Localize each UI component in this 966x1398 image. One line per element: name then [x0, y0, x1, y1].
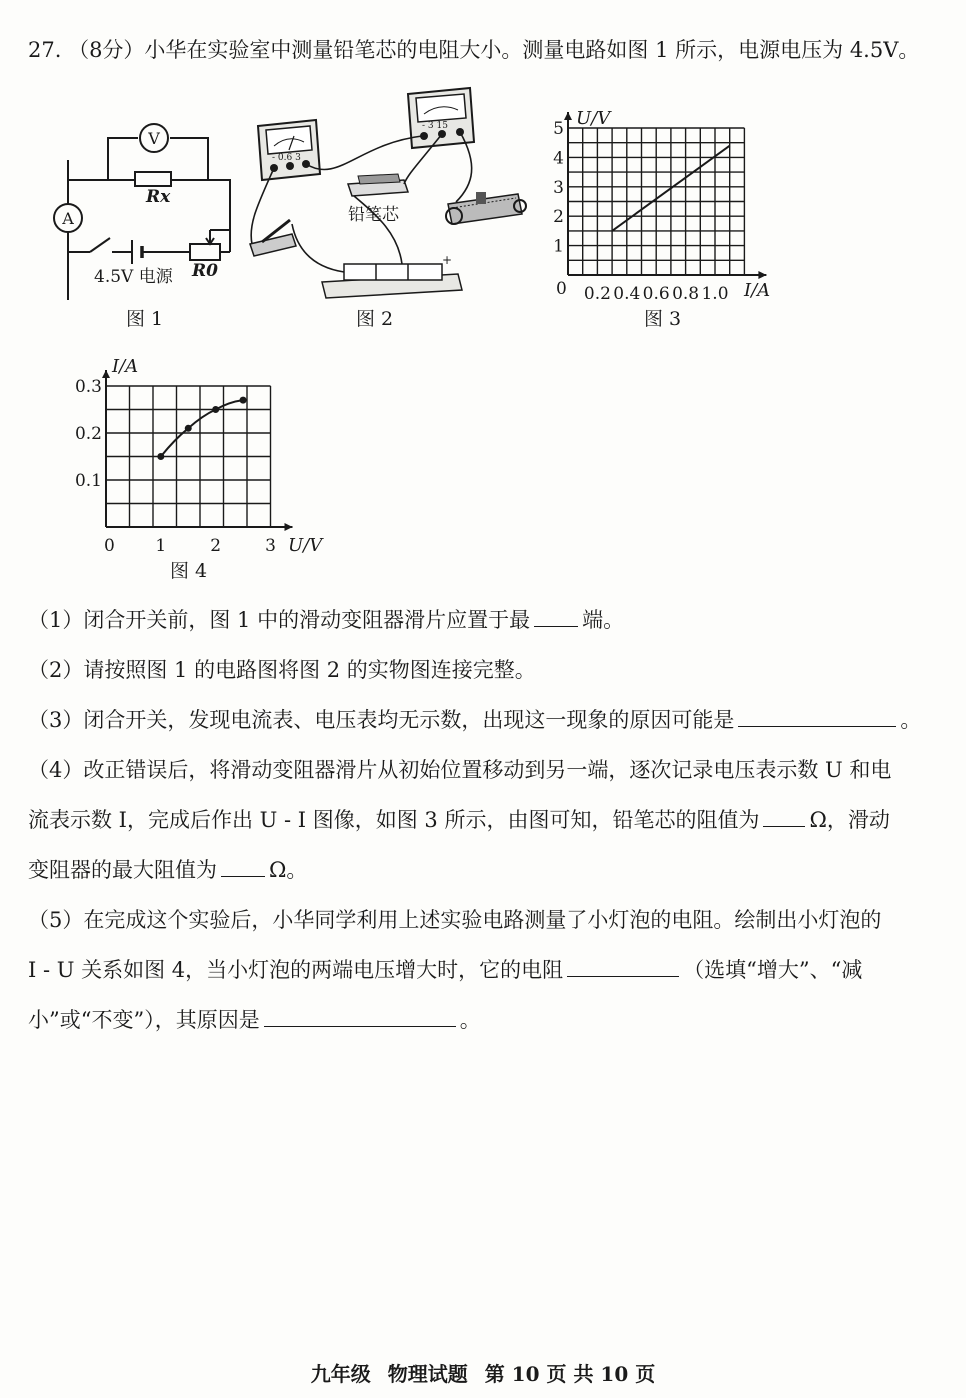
q3-answer-blank[interactable] — [738, 708, 896, 727]
question-4-line1: （4）改正错误后，将滑动变阻器滑片从初始位置移动到另一端，逐次记录电压表示数 U 和电 — [28, 758, 892, 782]
series-line — [161, 400, 243, 456]
q1-text: （1）闭合开关前，图 1 中的滑动变阻器滑片应置于最 — [28, 608, 531, 632]
q4-unit-2: Ω。 — [269, 858, 308, 882]
figure3-origin: 0 — [556, 279, 567, 299]
figure1-caption: 图 1 — [126, 308, 164, 330]
q1-answer-blank[interactable] — [534, 608, 578, 627]
question-3 — [28, 704, 921, 734]
figure3-xlabel: I/A — [744, 280, 771, 301]
q5-reason-blank[interactable] — [264, 1008, 456, 1027]
y-tick-label: 4 — [553, 148, 564, 169]
q3-suffix: 。 — [900, 708, 922, 732]
figure1-circuit — [50, 120, 250, 300]
ammeter-label: A — [62, 209, 74, 228]
question-header: 27. （8分）小华在实验室中测量铅笔芯的电阻大小。测量电路如图 1 所示，电源电压为 4.5V。 — [28, 38, 920, 62]
question-5-line1: （5）在完成这个实验后，小华同学利用上述实验电路测量了小灯泡的电阻。绘制出小灯泡的 — [28, 908, 882, 932]
data-point — [240, 397, 247, 404]
question-4-line3 — [28, 854, 307, 884]
y-tick-label: 0.3 — [74, 377, 102, 397]
x-tick-label: 1 — [155, 536, 167, 556]
question-5-line3 — [28, 1004, 481, 1034]
x-tick-label: 1.0 — [701, 284, 729, 304]
q5-options: （选填“增大”、“减 — [683, 958, 863, 982]
ammeter-device — [258, 120, 320, 180]
x-tick-label: 0.2 — [583, 284, 611, 304]
r0-label: R0 — [192, 261, 218, 281]
figure4-ylabel: I/A — [112, 356, 139, 377]
figure4-chart — [70, 356, 340, 556]
y-tick-label: 2 — [553, 207, 564, 228]
page-footer — [0, 1358, 966, 1387]
source-label: 4.5V 电源 — [94, 267, 173, 287]
q4-unit: Ω，滑动 — [809, 808, 890, 832]
rheostat-device — [446, 192, 526, 224]
voltmeter-terminals: - 3 15 — [422, 121, 448, 131]
x-axis-arrow — [758, 271, 766, 279]
question-1 — [28, 604, 624, 634]
figure3-caption: 图 3 — [644, 308, 682, 330]
y-tick-label: 5 — [553, 119, 564, 139]
x-axis-arrow — [285, 523, 293, 531]
figure4-grid — [106, 386, 271, 527]
q4-text-2: 变阻器的最大阻值为 — [28, 858, 217, 882]
data-point — [212, 406, 219, 413]
figure3-chart — [548, 100, 798, 310]
q3-text: （3）闭合开关，发现电流表、电压表均无示数，出现这一现象的原因可能是 — [28, 708, 735, 732]
switch-device — [250, 220, 296, 256]
data-point — [157, 453, 164, 460]
footer-grade: 九年级 — [310, 1362, 371, 1386]
y-axis-arrow — [102, 370, 110, 378]
voltmeter-label: V — [148, 129, 160, 148]
question-4-line2 — [28, 804, 890, 834]
x-tick-label: 0.8 — [672, 284, 700, 304]
figure4-origin: 0 — [104, 536, 115, 556]
q5-resistance-trend-blank[interactable] — [567, 958, 679, 977]
figure4-xlabel: U/V — [288, 535, 323, 556]
figure4-caption: 图 4 — [170, 560, 208, 582]
figure3-axes — [564, 112, 766, 279]
y-tick-label: 3 — [553, 177, 564, 198]
x-tick-label: 2 — [210, 536, 222, 556]
x-tick-label: 0.4 — [613, 284, 641, 304]
x-tick-label: 0.6 — [642, 284, 670, 304]
ammeter-terminals: - 0.6 3 — [272, 153, 301, 163]
footer-subject: 物理试题 — [387, 1362, 468, 1386]
figure2-caption: 图 2 — [356, 308, 394, 330]
question-2: （2）请按照图 1 的电路图将图 2 的实物图连接完整。 — [28, 658, 536, 682]
y-tick-label: 0.1 — [74, 471, 102, 491]
q4-max-resistance-blank[interactable] — [221, 858, 265, 877]
rx-label: Rx — [146, 187, 171, 207]
x-tick-label: 3 — [265, 536, 276, 556]
figure3-ylabel: U/V — [576, 108, 611, 129]
y-tick-label: 0.2 — [74, 424, 102, 444]
y-axis-arrow — [564, 112, 572, 120]
q4-resistance-blank[interactable] — [763, 808, 805, 827]
figure2-apparatus — [248, 84, 538, 304]
question-5-line2 — [28, 954, 862, 984]
q5-text-2: 小”或“不变”），其原因是 — [28, 1008, 260, 1032]
data-point — [185, 425, 192, 432]
q4-text: 流表示数 I，完成后作出 U - I 图像，如图 3 所示，由图可知，铅笔芯的阻值为 — [28, 808, 760, 832]
figure4-axes — [102, 370, 293, 531]
q5-suffix: 。 — [459, 1008, 481, 1032]
battery-holder — [322, 264, 462, 298]
pencil-label: 铅笔芯 — [348, 205, 399, 225]
footer-page: 第 10 页 共 10 页 — [484, 1362, 656, 1386]
y-tick-label: 1 — [553, 236, 564, 257]
pencil-lead — [348, 174, 408, 196]
q1-suffix: 端。 — [582, 608, 625, 632]
figure3-grid — [568, 128, 744, 275]
q5-text: I - U 关系如图 4，当小灯泡的两端电压增大时，它的电阻 — [28, 958, 564, 982]
battery-plus: + — [442, 253, 453, 267]
